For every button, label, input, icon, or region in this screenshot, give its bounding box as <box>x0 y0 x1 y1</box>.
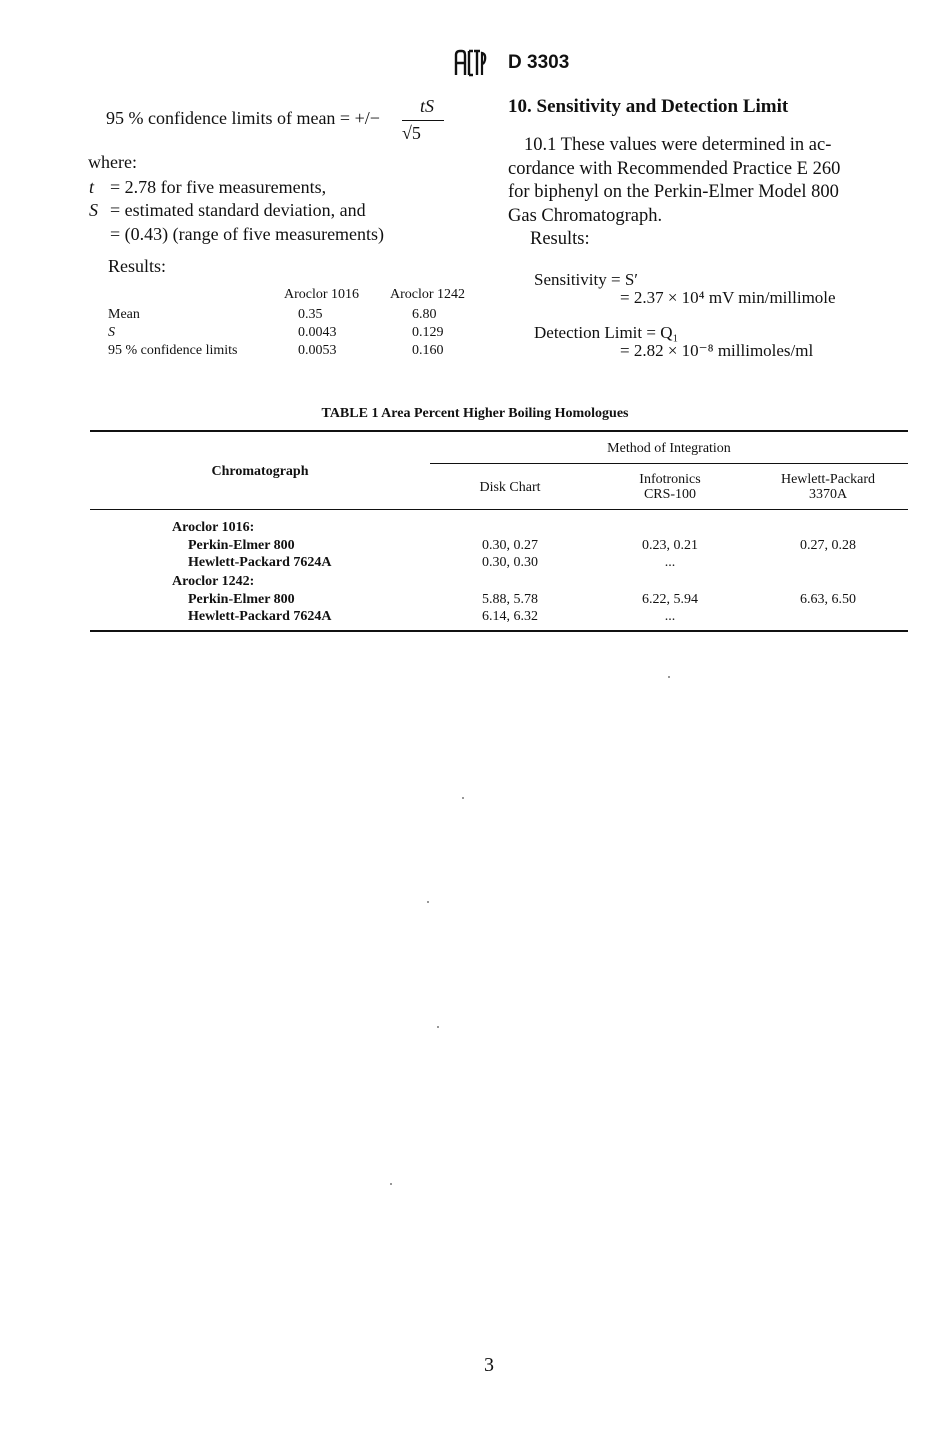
column-group-header: Method of Integration <box>607 441 731 456</box>
table-cell-infotronics: ... <box>664 609 676 624</box>
results-cell: 0.160 <box>412 343 444 358</box>
table-group-label: Aroclor 1242: <box>172 574 255 589</box>
section-heading: 10. Sensitivity and Detection Limit <box>508 96 789 117</box>
column-header-infotronics: CRS-100 <box>643 487 697 502</box>
results-row-label: S <box>108 325 115 340</box>
table-title: TABLE 1 Area Percent Higher Boiling Homologues <box>321 406 629 421</box>
table-cell-disk: 5.88, 5.78 <box>482 592 538 607</box>
paragraph-line: for biphenyl on the Perkin-Elmer Model 800 <box>508 182 839 202</box>
table-top-rule <box>90 430 908 432</box>
astm-logo <box>452 48 488 78</box>
formula-denominator: √5 <box>402 123 421 143</box>
where-label: where: <box>88 152 137 172</box>
section-paragraph <box>508 134 908 252</box>
table-cell-infotronics: 0.23, 0.21 <box>642 538 698 553</box>
results-column-header: Aroclor 1016 <box>284 287 360 302</box>
paragraph-line: Gas Chromatograph. <box>508 205 663 226</box>
results-label: Results: <box>108 256 167 276</box>
table-cell-hp: 6.63, 6.50 <box>800 592 856 607</box>
results-label: Results: <box>530 229 590 249</box>
scan-speck <box>437 1026 439 1028</box>
scan-speck <box>390 1183 392 1185</box>
header-bottom-rule <box>90 509 908 510</box>
column-header-disk-chart: Disk Chart <box>479 480 541 495</box>
results-cell: 0.0053 <box>298 343 337 358</box>
fraction-bar <box>402 120 444 121</box>
confidence-formula-label: 95 % confidence limits of mean = +/− <box>106 108 380 128</box>
table-row-instrument: Perkin-Elmer 800 <box>188 592 295 607</box>
table-cell-infotronics: ... <box>664 555 676 570</box>
table-bottom-rule <box>90 630 908 632</box>
table-row-instrument: Hewlett-Packard 7624A <box>188 609 332 624</box>
results-cell: 0.35 <box>298 307 323 322</box>
paragraph-line: cordance with Recommended Practice E 260 <box>508 158 841 179</box>
definition-text: = 2.78 for five measurements, <box>110 177 327 197</box>
page-number: 3 <box>484 1354 494 1376</box>
sensitivity-value: = 2.37 × 10⁴ mV min/millimole <box>620 288 836 307</box>
document-designation: D 3303 <box>508 52 570 73</box>
scan-speck <box>427 901 429 903</box>
detection-limit-value: = 2.82 × 10⁻⁸ millimoles/ml <box>620 341 814 360</box>
table-cell-hp: 0.27, 0.28 <box>800 538 856 553</box>
definition-text: = (0.43) (range of five measurements) <box>110 224 385 244</box>
definition-symbol: t <box>89 177 95 197</box>
detection-limit-label: Detection Limit = Q₁ <box>534 323 679 342</box>
definition-symbol: S <box>89 200 98 220</box>
results-cell: 0.0043 <box>298 325 337 340</box>
results-cell: 6.80 <box>412 307 437 322</box>
table-row-instrument: Perkin-Elmer 800 <box>188 538 295 553</box>
group-header-rule <box>430 463 908 464</box>
results-column-header: Aroclor 1242 <box>390 287 466 302</box>
results-cell: 0.129 <box>412 325 444 340</box>
table-row-instrument: Hewlett-Packard 7624A <box>188 555 332 570</box>
results-row-label: Mean <box>108 307 140 322</box>
definition-text: = estimated standard deviation, and <box>110 200 366 220</box>
scan-speck <box>668 676 670 678</box>
results-row-label: 95 % confidence limits <box>108 343 238 358</box>
scan-speck <box>462 797 464 799</box>
column-header-infotronics: Infotronics <box>639 472 701 487</box>
formula-numerator: tS <box>420 96 435 116</box>
table-cell-infotronics: 6.22, 5.94 <box>642 592 698 607</box>
table-cell-disk: 6.14, 6.32 <box>482 609 538 624</box>
table-group-label: Aroclor 1016: <box>172 520 255 535</box>
sensitivity-label: Sensitivity = S′ <box>534 270 638 289</box>
paragraph-line: 10.1 These values were determined in ac- <box>524 135 832 155</box>
column-header-hewlett-packard: 3370A <box>808 487 848 502</box>
table-cell-disk: 0.30, 0.30 <box>482 555 538 570</box>
column-header-hewlett-packard: Hewlett-Packard <box>780 472 876 487</box>
table-cell-disk: 0.30, 0.27 <box>482 538 538 553</box>
column-header-chromatograph: Chromatograph <box>211 464 309 479</box>
